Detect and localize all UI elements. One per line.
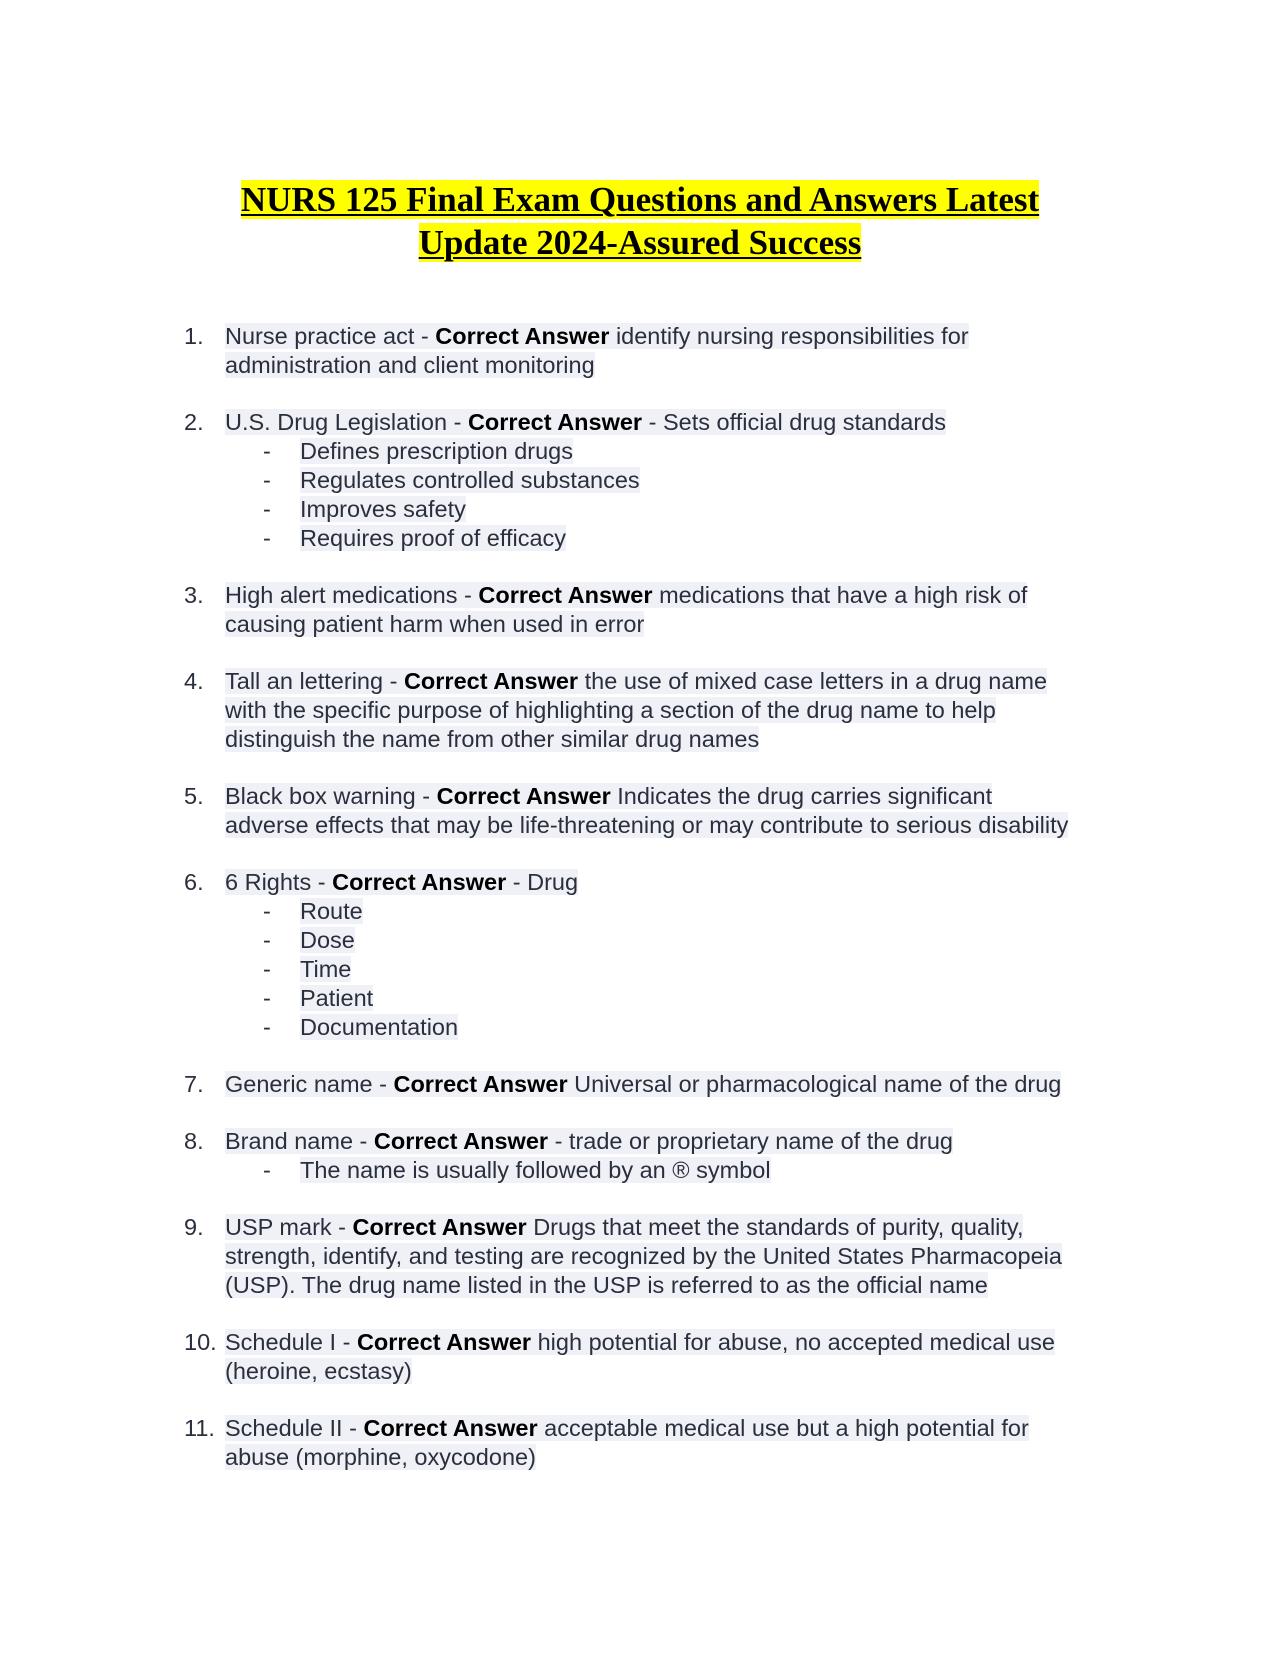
answer-text: distinguish the name from other similar drug names (225, 726, 760, 752)
answer-text: abuse (morphine, oxycodone) (225, 1444, 536, 1470)
sub-item-text: Regulates controlled substances (300, 467, 640, 493)
sub-list-item (225, 1013, 1144, 1042)
question-term: Schedule II - (225, 1415, 364, 1441)
sub-list-item (225, 466, 1144, 495)
sub-list-item (225, 897, 1144, 926)
question-line (225, 322, 1144, 351)
dash-bullet: - (263, 525, 271, 551)
question-number: 6. (184, 869, 204, 895)
question-term: 6 Rights - (225, 869, 333, 895)
question-item (184, 1070, 1144, 1099)
answer-text: with the specific purpose of highlighting a section of the drug name to help (225, 697, 996, 723)
question-body (225, 1070, 1144, 1099)
question-body (225, 408, 1144, 553)
correct-answer-label: Correct Answer (403, 668, 579, 694)
sub-list-item (225, 1156, 1144, 1185)
question-body (225, 581, 1144, 639)
dash-bullet: - (263, 1014, 271, 1040)
sub-item-text: Documentation (300, 1014, 459, 1040)
sub-list-item (225, 495, 1144, 524)
question-line (225, 725, 1144, 754)
question-line (225, 1414, 1144, 1443)
question-line (225, 811, 1144, 840)
sub-item-text: Route (300, 898, 363, 924)
answer-text: (heroine, ecstasy) (225, 1358, 412, 1384)
sub-list (225, 897, 1144, 1042)
correct-answer-label: Correct Answer (363, 1415, 538, 1441)
answer-text: acceptable medical use but a high potential for (544, 1415, 1029, 1441)
answer-text: medications that have a high risk of (659, 582, 1028, 608)
sub-list-item (225, 437, 1144, 466)
correct-answer-label: Correct Answer (435, 323, 610, 349)
sub-item-text: The name is usually followed by an ® symbol (300, 1157, 771, 1183)
question-body (225, 782, 1144, 840)
answer-text: - trade or proprietary name of the drug (554, 1128, 953, 1154)
question-body (225, 1328, 1144, 1386)
answer-text: - Drug (512, 869, 579, 895)
correct-answer-label: Correct Answer (467, 409, 643, 435)
dash-bullet: - (263, 927, 271, 953)
answer-text: strength, identify, and testing are recognized by the United States Pharmacopeia (225, 1243, 1062, 1269)
question-line (225, 1242, 1144, 1271)
question-term: U.S. Drug Legislation - (225, 409, 468, 435)
answer-text: (USP). The drug name listed in the USP is referred to as the official name (225, 1272, 988, 1298)
question-term: Tall an lettering - (225, 668, 404, 694)
correct-answer-label: Correct Answer (332, 869, 507, 895)
question-term: Generic name - (225, 1071, 394, 1097)
sub-list (225, 437, 1144, 553)
question-list (184, 322, 1144, 1500)
dash-bullet: - (263, 956, 271, 982)
answer-text: identify nursing responsibilities for (615, 323, 969, 349)
sub-list-item (225, 984, 1144, 1013)
question-term: USP mark - (225, 1214, 353, 1240)
question-number: 3. (184, 582, 204, 608)
answer-text: causing patient harm when used in error (225, 611, 645, 637)
question-number: 9. (184, 1214, 204, 1240)
question-number: 11. (184, 1415, 215, 1441)
question-item (184, 1414, 1144, 1472)
question-line (225, 1070, 1144, 1099)
question-term: Schedule I - (225, 1329, 357, 1355)
question-line (225, 1357, 1144, 1386)
question-line (225, 667, 1144, 696)
question-number: 4. (184, 668, 204, 694)
question-item (184, 868, 1144, 1042)
correct-answer-label: Correct Answer (478, 582, 653, 608)
sub-list-item (225, 955, 1144, 984)
correct-answer-label: Correct Answer (393, 1071, 568, 1097)
correct-answer-label: Correct Answer (352, 1214, 527, 1240)
question-term: Black box warning - (225, 783, 437, 809)
title-line-2: Update 2024-Assured Success (418, 223, 862, 262)
dash-bullet: - (263, 467, 271, 493)
dash-bullet: - (263, 985, 271, 1011)
question-term: High alert medications - (225, 582, 479, 608)
question-line (225, 868, 1144, 897)
answer-text: Indicates the drug carries significant (617, 783, 993, 809)
question-item (184, 322, 1144, 380)
question-line (225, 782, 1144, 811)
question-line (225, 1127, 1144, 1156)
question-number: 5. (184, 783, 204, 809)
question-number: 2. (184, 409, 204, 435)
question-line (225, 1213, 1144, 1242)
answer-text: Drugs that meet the standards of purity, quality, (533, 1214, 1024, 1240)
question-item (184, 1328, 1144, 1386)
question-line (225, 351, 1144, 380)
question-item (184, 782, 1144, 840)
correct-answer-label: Correct Answer (373, 1128, 549, 1154)
question-line (225, 1328, 1144, 1357)
question-body (225, 322, 1144, 380)
sub-item-text: Requires proof of efficacy (300, 525, 567, 551)
question-body (225, 1127, 1144, 1185)
answer-text: Universal or pharmacological name of the drug (574, 1071, 1062, 1097)
correct-answer-label: Correct Answer (356, 1329, 532, 1355)
answer-text: the use of mixed case letters in a drug name (584, 668, 1048, 694)
question-body (225, 1213, 1144, 1300)
sub-item-text: Improves safety (300, 496, 466, 522)
sub-item-text: Dose (300, 927, 355, 953)
answer-text: adverse effects that may be life-threatening or may contribute to serious disability (225, 812, 1069, 838)
sub-list-item (225, 926, 1144, 955)
question-term: Nurse practice act - (225, 323, 436, 349)
sub-item-text: Time (300, 956, 352, 982)
answer-text: - Sets official drug standards (648, 409, 947, 435)
question-item (184, 1213, 1144, 1300)
question-term: Brand name - (225, 1128, 374, 1154)
dash-bullet: - (263, 898, 271, 924)
dash-bullet: - (263, 438, 271, 464)
question-line (225, 1443, 1144, 1472)
question-body (225, 667, 1144, 754)
sub-list-item (225, 524, 1144, 553)
answer-text: administration and client monitoring (225, 352, 595, 378)
question-body (225, 868, 1144, 1042)
dash-bullet: - (263, 496, 271, 522)
answer-text: high potential for abuse, no accepted medical use (537, 1329, 1055, 1355)
document-title (150, 178, 1130, 264)
question-number: 7. (184, 1071, 204, 1097)
question-item (184, 667, 1144, 754)
question-number: 8. (184, 1128, 204, 1154)
question-line (225, 696, 1144, 725)
sub-item-text: Patient (300, 985, 374, 1011)
dash-bullet: - (263, 1157, 271, 1183)
question-line (225, 610, 1144, 639)
question-number: 1. (184, 323, 204, 349)
sub-list (225, 1156, 1144, 1185)
correct-answer-label: Correct Answer (436, 783, 611, 809)
sub-item-text: Defines prescription drugs (300, 438, 573, 464)
question-number: 10. (184, 1329, 217, 1355)
question-line (225, 581, 1144, 610)
title-line-1: NURS 125 Final Exam Questions and Answers Latest (240, 180, 1040, 219)
question-line (225, 1271, 1144, 1300)
question-line (225, 408, 1144, 437)
question-item (184, 408, 1144, 553)
question-body (225, 1414, 1144, 1472)
question-item (184, 1127, 1144, 1185)
question-item (184, 581, 1144, 639)
